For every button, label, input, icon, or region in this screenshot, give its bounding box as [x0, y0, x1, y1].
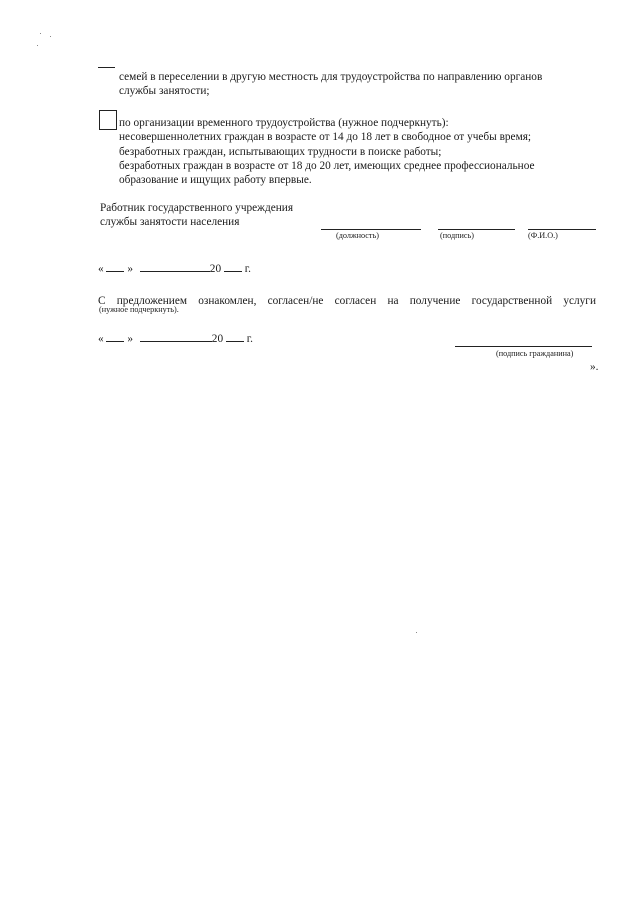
scan-speck [416, 632, 417, 633]
date-open-quote: « [98, 333, 104, 345]
worker-signature-caption: (подпись) [440, 231, 474, 240]
date-line-2 [98, 331, 253, 347]
date-year-prefix: 20 [209, 263, 222, 275]
temporary-employment-item-difficulty: безработных граждан, испытывающих трудности в поиске работы; [119, 146, 442, 158]
worker-position-caption: (должность) [336, 231, 379, 240]
worker-name-line [528, 229, 596, 230]
temporary-employment-checkbox[interactable] [99, 110, 117, 130]
date-month-field[interactable] [140, 331, 212, 342]
date-year-suffix: г. [246, 333, 253, 345]
date-month-field[interactable] [140, 261, 210, 272]
acquaintance-statement: С предложением ознакомлен, согласен/не согласен на получение государственной услуги [98, 295, 596, 307]
worker-label-line2: службы занятости населения [100, 216, 240, 228]
scan-speck [37, 45, 38, 46]
underline-needed-note: (нужное подчеркнуть). [99, 305, 179, 314]
temporary-employment-item-youth-line2: образование и ищущих работу впервые. [119, 174, 312, 186]
temporary-employment-heading: по организации временного трудоустройства (нужное подчеркнуть): [119, 117, 449, 129]
family-relocation-line2: службы занятости; [119, 85, 210, 97]
date-year-field[interactable] [224, 261, 242, 272]
date-day-field[interactable] [106, 331, 124, 342]
date-year-suffix: г. [244, 263, 251, 275]
date-day-field[interactable] [106, 261, 124, 272]
closing-quote-mark: ». [590, 361, 599, 373]
checkbox-fragment [98, 67, 115, 68]
scan-speck [40, 33, 41, 34]
scan-speck [50, 36, 51, 37]
citizen-signature-line [455, 346, 592, 347]
temporary-employment-item-youth-line1: безработных граждан в возрасте от 18 до 20 лет, имеющих среднее профессиональное [119, 160, 535, 172]
date-year-prefix: 20 [211, 333, 224, 345]
date-line-1 [98, 261, 251, 277]
family-relocation-line1: семей в переселении в другую местность для трудоустройства по направлению органов [119, 71, 543, 83]
worker-label-line1: Работник государственного учреждения [100, 202, 294, 214]
worker-name-caption: (Ф.И.О.) [528, 231, 558, 240]
date-year-field[interactable] [226, 331, 244, 342]
citizen-signature-caption: (подпись гражданина) [496, 349, 574, 358]
temporary-employment-item-minors: несовершеннолетних граждан в возрасте от 14 до 18 лет в свободное от учебы время; [119, 131, 532, 143]
date-open-quote: « [98, 263, 104, 275]
date-close-quote: » [127, 263, 133, 275]
date-close-quote: » [127, 333, 133, 345]
worker-position-line [321, 229, 421, 230]
worker-signature-line [438, 229, 515, 230]
